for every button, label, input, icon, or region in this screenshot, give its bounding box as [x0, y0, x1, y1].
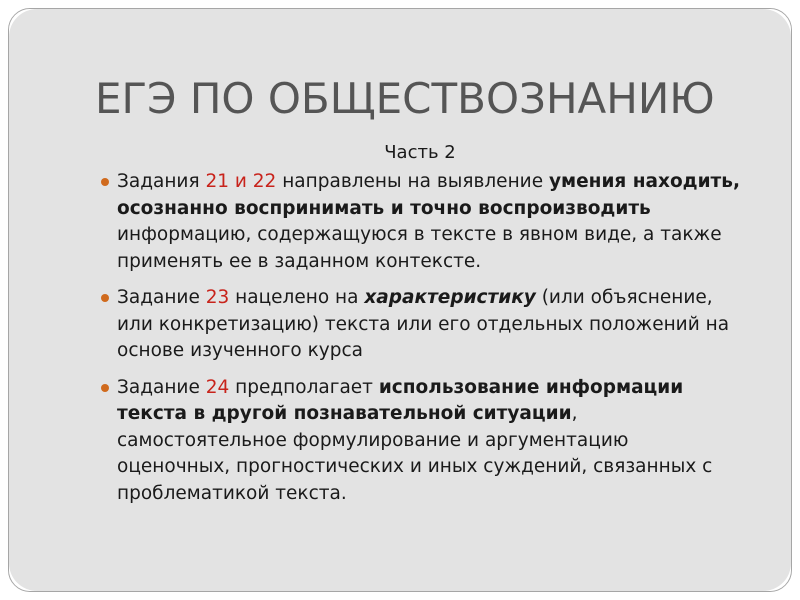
task-number-highlight: 24: [205, 376, 230, 398]
text-run: , самостоятельное формулирование и аргументацию оценочных, прогностических и иных суждений, связанных с проблематикой текста.: [117, 403, 713, 504]
bold-italic-emphasis: характеристику: [364, 287, 536, 308]
task-number-highlight: 21 и 22: [205, 171, 277, 192]
text-run: Задания: [117, 171, 206, 192]
text-run: нацелено на: [229, 287, 365, 308]
bullet-dot-icon: [101, 178, 109, 186]
bullet-dot-icon: [101, 294, 109, 302]
bullet-item-3: [101, 375, 741, 508]
slide-frame: [8, 8, 792, 592]
bullet-item-1: [101, 169, 741, 275]
corner-ornament-bottom-right: [763, 563, 791, 591]
text-run: Задание: [117, 376, 206, 398]
text-run: направлены на выявление: [276, 171, 549, 192]
corner-ornament-top-right: [763, 9, 791, 37]
corner-ornament-bottom-left: [9, 563, 37, 591]
bold-emphasis: использование информации текста в другой познавательной ситуации: [117, 376, 684, 424]
bullet-item-2: [101, 285, 741, 365]
corner-ornament-top-left: [9, 9, 37, 37]
bullet-dot-icon: [101, 384, 109, 392]
text-run: информацию, содержащуюся в тексте в явном виде, а также применять ее в заданном контексте.: [117, 224, 722, 272]
task-number-highlight: 23: [205, 287, 230, 308]
bullet-list: [101, 169, 741, 517]
text-run: Задание: [117, 287, 206, 308]
slide-subtitle: Часть 2: [384, 142, 456, 163]
text-run: (или объяснение, или конкретизацию) текста или его отдельных положений на основе изученного курса: [117, 287, 730, 361]
bold-emphasis: умения находить, осознанно воспринимать и точно воспроизводить: [117, 171, 741, 219]
text-run: предполагает: [229, 376, 379, 398]
slide-title: ЕГЭ ПО ОБЩЕСТВОЗНАНИЮ: [95, 74, 715, 123]
